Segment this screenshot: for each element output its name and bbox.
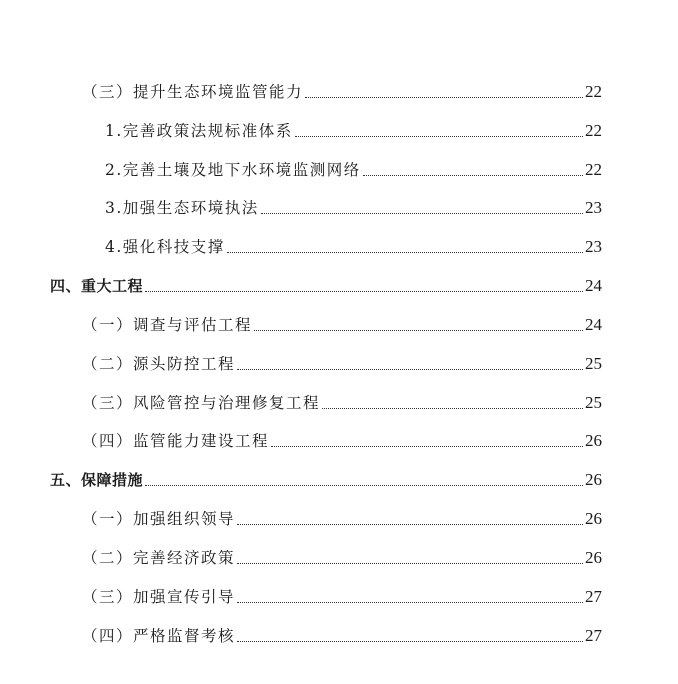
toc-entry-label: （一）加强组织领导 [82, 510, 236, 529]
dot-leader [237, 523, 583, 525]
toc-entry-label: 1.完善政策法规标准体系 [105, 121, 293, 140]
toc-entry-label: （三）风险管控与治理修复工程 [82, 393, 321, 412]
toc-page-number: 26 [585, 509, 602, 529]
toc-page-number: 24 [585, 314, 602, 334]
toc-entry-label: 五、保障措施 [50, 471, 144, 490]
toc-page-number: 23 [585, 198, 602, 218]
toc-page-number: 27 [585, 625, 602, 645]
toc-section-entry[interactable] [0, 490, 678, 529]
toc-page-number: 22 [585, 81, 602, 101]
toc-subsection-entry[interactable] [0, 180, 678, 219]
toc-page-number: 25 [585, 392, 602, 412]
toc-entry-label: （四）严格监督考核 [82, 626, 236, 645]
toc-section-entry[interactable] [0, 607, 678, 646]
toc-entry-label: （二）源头防控工程 [82, 354, 236, 373]
toc-page-number: 27 [585, 586, 602, 606]
toc-section-entry[interactable] [0, 335, 678, 374]
toc-section-entry[interactable] [0, 63, 678, 102]
toc-entry-label: 4.强化科技支撑 [105, 238, 225, 257]
dot-leader [237, 601, 583, 603]
toc-page-number: 22 [585, 120, 602, 140]
toc-page-number: 26 [585, 431, 602, 451]
dot-leader [261, 212, 583, 214]
toc-section-entry[interactable] [0, 374, 678, 413]
dot-leader [237, 640, 583, 642]
dot-leader [145, 290, 583, 292]
dot-leader [237, 562, 583, 564]
toc-chapter-entry[interactable] [0, 451, 678, 490]
dot-leader [295, 135, 583, 137]
toc-subsection-entry[interactable] [0, 102, 678, 141]
toc-page-number: 26 [585, 547, 602, 567]
toc-entry-label: （一）调查与评估工程 [82, 315, 253, 334]
toc-entry-label: （四）监管能力建设工程 [82, 432, 270, 451]
dot-leader [322, 407, 583, 409]
table-of-contents [0, 63, 678, 646]
toc-entry-label: 四、重大工程 [50, 277, 144, 296]
toc-entry-label: 3.加强生态环境执法 [105, 199, 259, 218]
toc-section-entry[interactable] [0, 529, 678, 568]
toc-entry-label: （三）加强宣传引导 [82, 587, 236, 606]
toc-page-number: 24 [585, 276, 602, 296]
toc-page-number: 22 [585, 159, 602, 179]
toc-entry-label: 2.完善土壤及地下水环境监测网络 [105, 160, 361, 179]
toc-section-entry[interactable] [0, 568, 678, 607]
toc-section-entry[interactable] [0, 296, 678, 335]
dot-leader [145, 484, 583, 486]
toc-page-number: 23 [585, 237, 602, 257]
dot-leader [254, 329, 583, 331]
dot-leader [237, 368, 583, 370]
dot-leader [305, 96, 583, 98]
toc-subsection-entry[interactable] [0, 141, 678, 180]
toc-chapter-entry[interactable] [0, 257, 678, 296]
toc-subsection-entry[interactable] [0, 218, 678, 257]
toc-entry-label: （三）提升生态环境监管能力 [82, 82, 304, 101]
dot-leader [363, 174, 583, 176]
toc-page-number: 26 [585, 470, 602, 490]
toc-entry-label: （二）完善经济政策 [82, 548, 236, 567]
toc-section-entry[interactable] [0, 413, 678, 452]
toc-page-number: 25 [585, 353, 602, 373]
dot-leader [227, 251, 583, 253]
dot-leader [271, 445, 583, 447]
